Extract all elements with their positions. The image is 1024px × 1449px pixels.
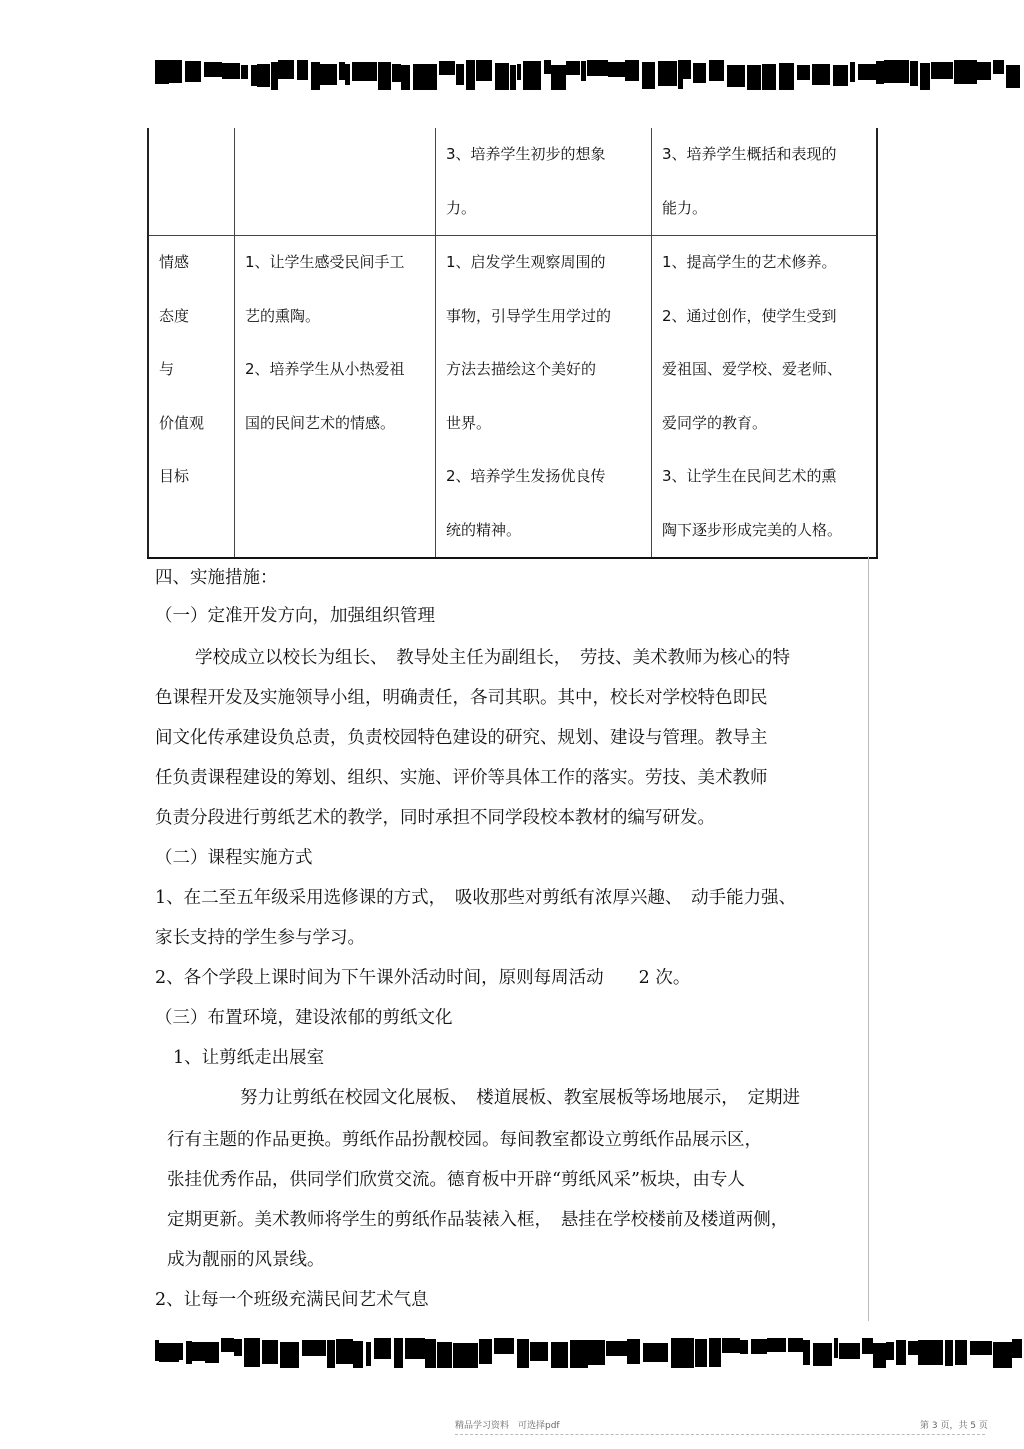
redaction-block [931,62,953,79]
redaction-block [683,60,691,79]
redaction-block [169,60,182,83]
footer-watermark: 精品学习资料 可选择pdf [455,1421,560,1431]
redaction-block [788,1338,803,1352]
redacted-footer-band [155,1328,1024,1368]
redaction-block [834,1338,838,1358]
redaction-block [910,61,918,86]
subsection-heading: （一）定准开发方向，加强组织管理 [155,606,435,626]
redaction-block [886,1342,894,1360]
redaction-block [262,1340,278,1364]
redaction-block [1012,1339,1022,1358]
redaction-block [353,1341,363,1368]
cell-line: 爱祖国、爱学校、爱老师、 [662,360,843,378]
paragraph-line: 任负责课程建设的筹划、组织、实施、评价等具体工作的落实。劳技、美术教师 [155,768,768,788]
cell-line: 国的民间艺术的情感。 [245,413,396,432]
redaction-block [311,62,320,90]
redaction-block [751,1339,767,1354]
redaction-block [876,61,884,84]
table-cell-grade-mid [436,128,652,236]
paragraph-line: 2、各个学段上课时间为下午课外活动时间，原则每周活动 2 次。 [155,968,691,988]
cell-line: 1、启发学生观察周围的 [446,253,606,271]
cell-line: 艺的熏陶。 [245,306,321,325]
redaction-block [797,65,810,80]
redaction-block [510,65,516,90]
redaction-block [221,1338,234,1352]
redaction-block [727,65,745,87]
cell-line: 力。 [446,198,477,217]
redaction-block [155,60,169,84]
redaction-block [625,60,639,81]
redaction-block [627,1339,640,1364]
redaction-block [378,62,391,90]
redaction-block [858,64,876,80]
redaction-block [453,1343,478,1368]
redaction-block [244,1338,260,1367]
redacted-header-band [155,50,1024,90]
paragraph-line: 张挂优秀作品，供同学们欣赏交流。德育板中开辟“剪纸风采”板块，由专人 [167,1170,745,1190]
redaction-block [439,61,455,75]
redaction-block [945,1340,953,1366]
list-heading: 2、让每一个班级充满民间艺术气息 [155,1290,429,1310]
redaction-block [392,64,401,82]
table-cell-grade-mid [436,236,652,559]
cell-line: 情感 [159,253,190,271]
table-cell-grade-high [652,128,878,236]
redaction-block [954,60,977,84]
table-cell-category [148,128,235,236]
redaction-block [523,61,541,90]
table-cell-grade-low [235,128,436,236]
redaction-block [606,1341,627,1356]
redaction-block [658,61,677,86]
redaction-block [581,61,586,81]
cell-line: 1、让学生感受民间手工 [245,253,405,271]
redaction-block [551,1342,568,1368]
cell-line: 价值观 [159,413,205,432]
paragraph-line: 1、在二至五年级采用选修课的方式， 吸收那些对剪纸有浓厚兴趣、 动手能力强、 [155,888,797,908]
redaction-block [271,62,278,90]
redaction-block [495,63,509,90]
margin-rule [868,556,869,1321]
paragraph-line: 学校成立以校长为组长、 教导处主任为副组长， 劳技、美术教师为核心的特 [195,648,790,668]
redaction-block [570,1340,588,1368]
paragraph-line: 定期更新。美术教师将学生的剪纸作品装裱入框， 悬挂在学校楼前及楼道两侧， [167,1210,789,1230]
redaction-block [257,64,270,87]
cell-line: 3、培养学生初步的想象 [446,145,606,163]
redaction-block [803,1340,810,1365]
redaction-block [970,1341,992,1355]
redaction-block [551,65,566,90]
redaction-block [517,1339,529,1368]
cell-line: 2、通过创作，使学生受到 [662,306,837,325]
redaction-block [352,62,377,81]
cell-line: 统的精神。 [446,520,522,539]
table-row [148,236,877,559]
redaction-block [955,1340,967,1365]
redaction-block [185,61,201,82]
redaction-block [918,1340,943,1365]
redaction-block [566,61,580,75]
cell-line: 能力。 [662,198,708,217]
redaction-block [762,64,776,90]
cell-line: 世界。 [446,413,492,432]
list-heading: 1、让剪纸走出展室 [173,1048,325,1068]
redaction-block [693,63,706,83]
redaction-block [993,1342,1012,1368]
paragraph-line: 行有主题的作品更换。剪纸作品扮靓校园。每间教室都设立剪纸作品展示区， [167,1130,762,1150]
redaction-block [779,63,794,90]
redaction-block [587,60,608,76]
paragraph-line: 负责分段进行剪纸艺术的教学，同时承担不同学段校本教材的编写研发。 [155,808,715,828]
redaction-block [908,1341,918,1355]
paragraph-line: 家长支持的学生参与学习。 [155,928,365,948]
cell-line: 1、提高学生的艺术修养。 [662,253,837,271]
table-cell-grade-high [652,236,878,559]
redaction-block [839,1343,860,1359]
redaction-block [767,1338,786,1352]
redaction-block [366,1342,371,1366]
redaction-block [544,60,551,74]
redaction-block [327,1340,335,1368]
redaction-block [297,60,308,80]
subsection-heading: （二）课程实施方式 [155,848,313,868]
redaction-block [873,1343,886,1368]
paragraph-line: 间文化传承建设负总责，负责校园特色建设的研究、规划、建设与管理。教导主 [155,728,768,748]
redaction-block [850,62,855,82]
cell-line: 2、培养学生发扬优良传 [446,467,606,485]
redaction-block [466,60,475,90]
redaction-block [709,1338,721,1367]
cell-line: 事物，引导学生用学过的 [446,306,612,325]
table-row [148,128,877,236]
redaction-block [643,1343,668,1362]
footer-rule [455,1434,985,1435]
redaction-block [413,64,437,90]
redaction-block [812,64,830,85]
redaction-block [278,60,294,79]
redaction-block [608,62,625,77]
redaction-block [740,1340,748,1354]
redaction-block [241,65,248,79]
redaction-block [234,1339,242,1356]
redaction-block [517,64,521,80]
redaction-block [530,1342,548,1361]
redaction-block [345,64,350,85]
page-number: 第 3 页，共 5 页 [920,1421,988,1431]
redaction-block [993,60,1004,74]
redaction-block [722,1338,740,1353]
redaction-block [747,65,761,90]
redaction-block [671,1338,694,1368]
paragraph-line: 色课程开发及实施领导小组，明确责任，各司其职。其中，校长对学校特色即民 [155,688,768,708]
redaction-block [476,60,492,81]
redaction-block [695,1339,707,1367]
redaction-block [204,62,222,77]
redaction-block [222,63,240,79]
table-cell-grade-low [235,236,436,559]
redaction-block [833,65,848,86]
redaction-block [456,64,464,85]
redaction-block [320,64,337,85]
redaction-block [896,1340,906,1365]
redaction-block [1006,65,1020,88]
redaction-block [401,65,410,90]
cell-line: 态度 [159,306,190,325]
redaction-block [479,1339,492,1364]
redaction-block [179,1343,183,1360]
redaction-block [302,1340,326,1356]
cell-line: 方法去描绘这个美好的 [446,360,597,378]
cell-line: 2、培养学生从小热爱祖 [245,360,405,378]
redaction-block [394,1338,403,1368]
redaction-block [494,1338,514,1354]
redaction-block [642,62,655,89]
cell-line: 陶下逐步形成完美的人格。 [662,520,843,539]
cell-line: 爱同学的教育。 [662,413,768,432]
redaction-block [280,1342,299,1368]
redaction-block [192,1342,205,1361]
paragraph-line: 努力让剪纸在校园文化展板、 楼道展板、教室展板等场地展示， 定期进 [240,1088,800,1108]
objectives-table [147,128,878,559]
redaction-block [862,1338,873,1354]
redaction-block [884,60,909,83]
redaction-block [813,1343,832,1366]
redaction-block [977,62,991,80]
paragraph-line: 成为靓丽的风景线。 [167,1250,325,1270]
redaction-block [920,63,930,90]
table-cell-category [148,236,235,559]
redaction-block [425,1339,436,1368]
cell-line: 3、培养学生概括和表现的 [662,145,837,163]
redaction-block [159,1343,179,1362]
redaction-block [709,60,724,81]
subsection-heading: （三）布置环境，建设浓郁的剪纸文化 [155,1008,453,1028]
redaction-block [336,1339,353,1364]
redaction-block [205,1342,219,1363]
cell-line: 3、让学生在民间艺术的熏 [662,467,837,485]
cell-line: 目标 [159,467,190,485]
redaction-block [588,1340,605,1365]
redaction-block [437,1342,452,1368]
redaction-block [405,1338,425,1359]
redaction-block [374,1338,391,1359]
cell-line: 与 [159,360,175,378]
section-heading: 四、实施措施： [155,568,278,588]
